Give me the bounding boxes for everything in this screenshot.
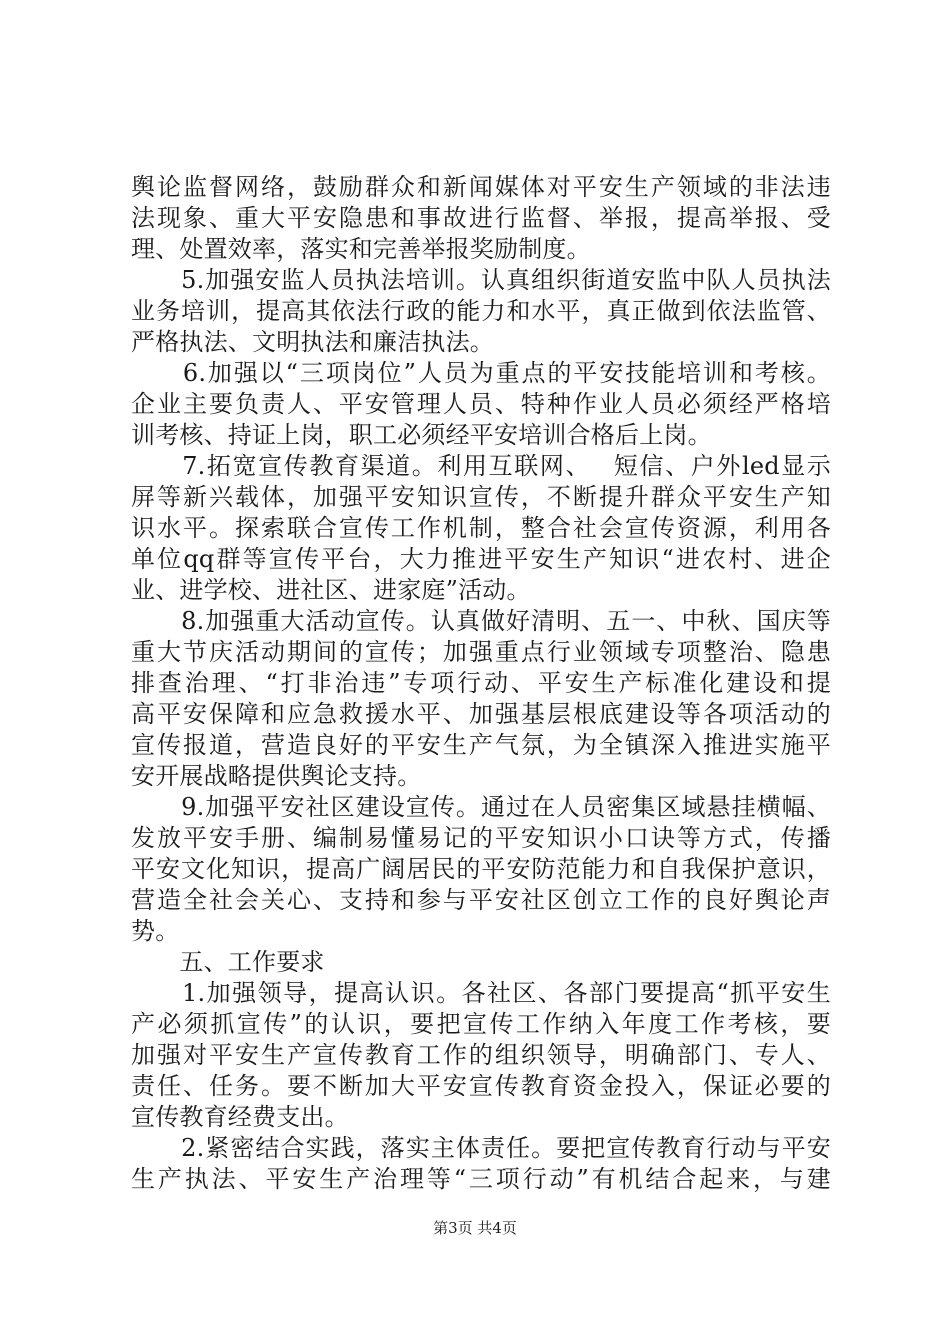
- page-footer: 第3页 共4页: [433, 1219, 517, 1237]
- text-line: 8.加强重大活动宣传。认真做好清明、五一、中秋、国庆等: [131, 607, 831, 635]
- text-line: 训考核、持证上岗，职工必须经平安培训合格后上岗。: [131, 421, 712, 449]
- text-line: 1.加强领导，提高认识。各社区、各部门要提高“抓平安生: [131, 979, 831, 1007]
- text-line: 高平安保障和应急救援水平、加强基层根底建设等各项活动的: [131, 700, 831, 728]
- text-line: 严格执法、文明执法和廉洁执法。: [131, 328, 494, 356]
- text-line: 势。: [131, 917, 180, 945]
- text-line: 责任、任务。要不断加大平安宣传教育资金投入，保证必要的: [131, 1072, 831, 1100]
- text-line: 排查治理、“打非治违”专项行动、平安生产标准化建设和提: [131, 669, 831, 697]
- text-line: 营造全社会关心、支持和参与平安社区创立工作的良好舆论声: [131, 886, 831, 914]
- text-line: 发放平安手册、编制易懂易记的平安知识小口诀等方式，传播: [131, 824, 831, 852]
- text-line: 产必须抓宣传”的认识，要把宣传工作纳入年度工作考核，要: [131, 1010, 831, 1038]
- text-line: 2.紧密结合实践，落实主体责任。要把宣传教育行动与平安: [131, 1134, 831, 1162]
- text-line: 加强对平安生产宣传教育工作的组织领导，明确部门、专人、: [131, 1041, 831, 1069]
- text-line: 理、处置效率，落实和完善举报奖励制度。: [131, 235, 591, 263]
- text-line: 9.加强平安社区建设宣传。通过在人员密集区域悬挂横幅、: [131, 793, 831, 821]
- text-line: 生产执法、平安生产治理等“三项行动”有机结合起来，与建: [131, 1165, 831, 1193]
- text-line: 舆论监督网络，鼓励群众和新闻媒体对平安生产领域的非法违: [131, 173, 831, 201]
- text-line: 单位qq群等宣传平台，大力推进平安生产知识“进农村、进企: [131, 545, 831, 573]
- document-body: [131, 172, 831, 1195]
- text-line: 重大节庆活动期间的宣传；加强重点行业领域专项整治、隐患: [131, 638, 831, 666]
- text-line: 安开展战略提供舆论支持。: [131, 762, 422, 790]
- text-line: 6.加强以“三项岗位”人员为重点的平安技能培训和考核。: [131, 359, 831, 387]
- text-line: 屏等新兴载体，加强平安知识宣传，不断提升群众平安生产知: [131, 483, 831, 511]
- text-line: 企业主要负责人、平安管理人员、特种作业人员必须经严格培: [131, 390, 831, 418]
- text-line: 五、工作要求: [131, 948, 325, 976]
- text-line: 7.拓宽宣传教育渠道。利用互联网、 短信、户外led显示: [131, 452, 831, 480]
- text-line: 识水平。探索联合宣传工作机制，整合社会宣传资源，利用各: [131, 514, 831, 542]
- text-line: 业、进学校、进社区、进家庭”活动。: [131, 576, 531, 604]
- text-line: 平安文化知识，提高广阔居民的平安防范能力和自我保护意识，: [131, 855, 831, 883]
- text-line: 5.加强安监人员执法培训。认真组织街道安监中队人员执法: [131, 266, 831, 294]
- text-line: 业务培训，提高其依法行政的能力和水平，真正做到依法监管、: [131, 297, 831, 325]
- text-line: 宣传报道，营造良好的平安生产气氛，为全镇深入推进实施平: [131, 731, 831, 759]
- text-line: 宣传教育经费支出。: [131, 1103, 349, 1131]
- text-line: 法现象、重大平安隐患和事故进行监督、举报，提高举报、受: [131, 204, 831, 232]
